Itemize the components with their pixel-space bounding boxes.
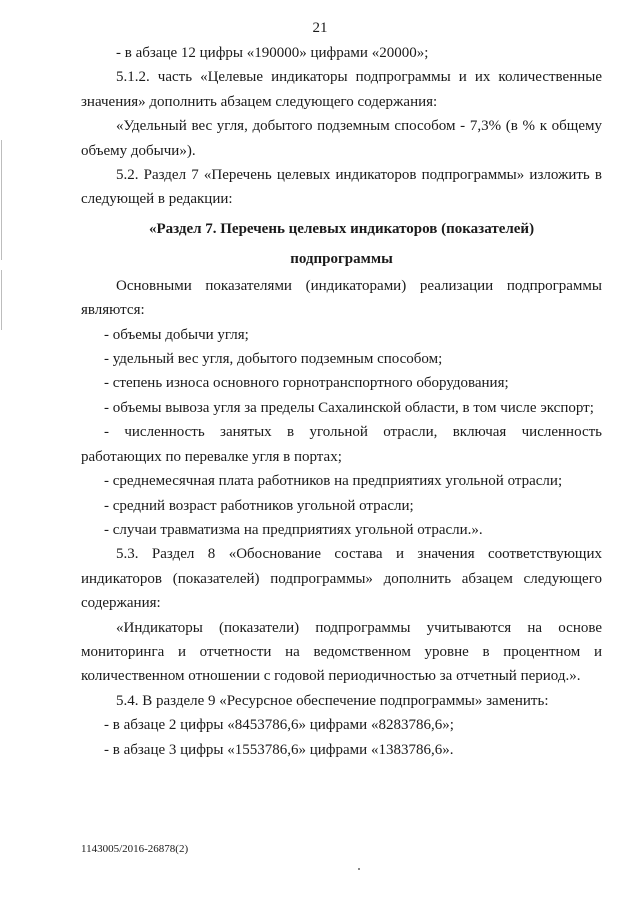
document-body: [81, 41, 602, 762]
section-heading-line-2: подпрограммы: [290, 250, 393, 267]
scan-speck: [358, 868, 360, 870]
page-number: 21: [312, 20, 328, 36]
indicators-list: [81, 323, 602, 543]
list-item: - удельный вес угля, добытого подземным способом;: [104, 351, 443, 368]
paragraph-5-2: 5.2. Раздел 7 «Перечень целевых индикаторов подпрограммы» изложить в следующей в редакции:: [81, 167, 602, 208]
paragraph-5-3: 5.3. Раздел 8 «Обоснование состава и значения соответствующих индикаторов (показателей) подпрограммы» дополнить абзацем следующего содержания:: [81, 546, 602, 612]
list-item: - средний возраст работников угольной отрасли;: [104, 497, 414, 514]
list-item: - степень износа основного горнотранспортного оборудования;: [104, 375, 509, 392]
list-item: - в абзаце 3 цифры «1553786,6» цифрами «1383786,6».: [104, 741, 454, 758]
document-id: 1143005/2016-26878(2): [81, 843, 189, 855]
paragraph-5-1-2: 5.1.2. часть «Целевые индикаторы подпрограммы и их количественные значения» дополнить абзацем следующего содержания:: [81, 69, 602, 110]
list-item: - объемы добычи угля;: [104, 326, 249, 343]
scan-margin-mark: [1, 140, 2, 260]
paragraph-quote-udelny-ves: «Удельный вес угля, добытого подземным способом - 7,3% (в % к общему объему добычи»).: [81, 118, 602, 159]
list-item: - случаи травматизма на предприятиях угольной отрасли.».: [104, 521, 483, 538]
list-item: - численность занятых в угольной отрасли, включая численность работающих по перевалке угля в портах;: [81, 424, 602, 465]
section-heading-line-1: «Раздел 7. Перечень целевых индикаторов (показателей): [148, 220, 535, 237]
paragraph-quote-indikatory: «Индикаторы (показатели) подпрограммы учитываются на основе мониторинга и отчетности на ведомственном уровне в процентном и количественном отношении с годовой периодичностью за отчетный период.».: [81, 619, 602, 685]
list-item: - в абзаце 2 цифры «8453786,6» цифрами «8283786,6»;: [104, 717, 454, 734]
list-item: - среднемесячная плата работников на предприятиях угольной отрасли;: [104, 473, 563, 490]
list-item: - объемы вывоза угля за пределы Сахалинской области, в том числе экспорт;: [104, 399, 594, 416]
paragraph-5-4: 5.4. В разделе 9 «Ресурсное обеспечение подпрограммы» заменить:: [116, 692, 549, 709]
paragraph-abzac-12: - в абзаце 12 цифры «190000» цифрами «20000»;: [116, 45, 429, 61]
scan-margin-mark: [1, 270, 2, 330]
indicators-intro: Основными показателями (индикаторами) реализации подпрограммы являются:: [81, 277, 602, 319]
